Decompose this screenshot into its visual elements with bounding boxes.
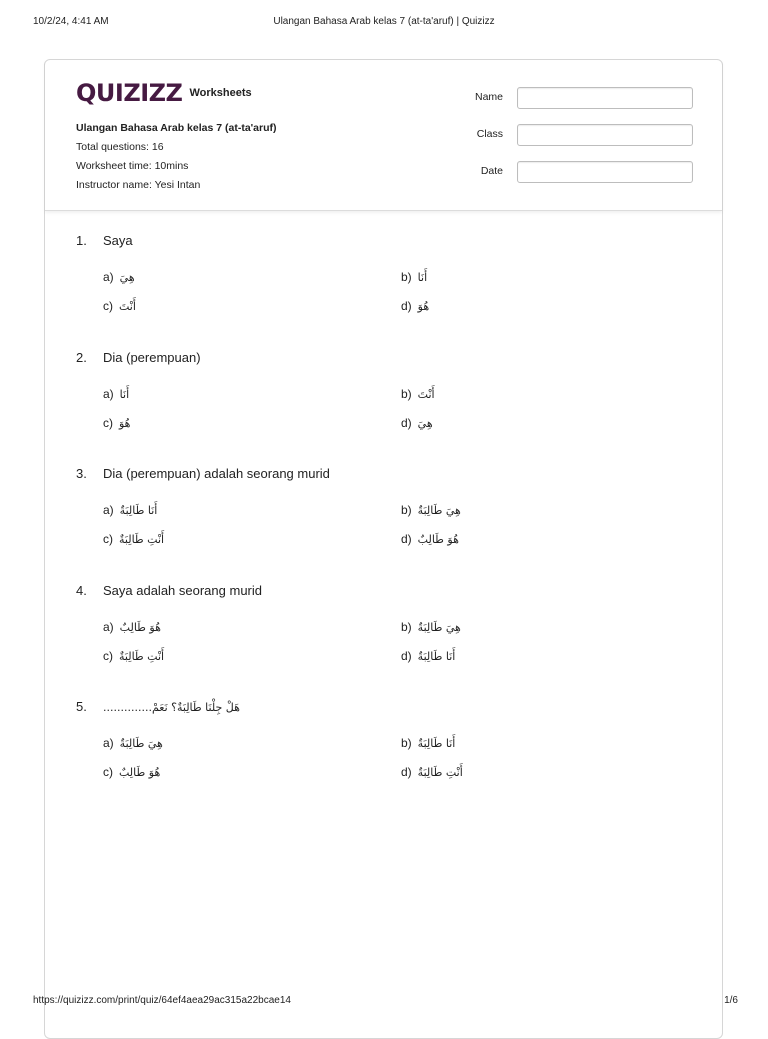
- option-a[interactable]: [103, 387, 129, 401]
- option-c[interactable]: [103, 299, 136, 313]
- question-item: [76, 583, 696, 700]
- question-text: [76, 699, 240, 714]
- option-letter: a): [103, 503, 114, 517]
- option-letter: b): [401, 503, 412, 517]
- total-questions: Total questions: 16: [76, 141, 164, 153]
- option-letter: b): [401, 736, 412, 750]
- question-label: Saya: [103, 233, 133, 248]
- option-letter: c): [103, 648, 113, 663]
- option-b[interactable]: [401, 503, 461, 517]
- option-b[interactable]: [401, 270, 427, 284]
- option-letter: b): [401, 619, 412, 634]
- question-item: [76, 699, 696, 816]
- option-text: هِيَ: [417, 416, 433, 430]
- question-text: [76, 466, 330, 481]
- question-text: [76, 233, 133, 248]
- worksheet-header: [45, 60, 722, 211]
- question-label: Saya adalah seorang murid: [103, 582, 262, 598]
- option-text: هُوَ: [119, 416, 131, 430]
- question-item: [76, 233, 696, 350]
- option-text: أَنْتَ: [417, 387, 435, 401]
- option-text: هُوَ طَالِبٌ: [417, 533, 459, 546]
- option-d[interactable]: [401, 299, 429, 313]
- option-letter: d): [401, 415, 412, 430]
- class-label: Class: [476, 128, 503, 140]
- question-number: 5.: [76, 699, 87, 714]
- option-letter: b): [401, 270, 412, 284]
- option-text: أَنْتَ: [119, 300, 136, 313]
- logo-wordmark: QUIZIZZ: [76, 79, 183, 107]
- option-a[interactable]: [103, 503, 157, 517]
- option-letter: a): [103, 270, 114, 284]
- option-d[interactable]: [401, 765, 463, 779]
- question-item: [76, 466, 696, 583]
- option-letter: c): [103, 532, 113, 546]
- option-letter: c): [103, 415, 113, 430]
- question-number: 3.: [76, 466, 87, 481]
- option-text: هِيَ طَالِبَةٌ: [417, 620, 461, 634]
- date-input[interactable]: [517, 161, 693, 183]
- option-letter: b): [401, 386, 412, 401]
- option-text: أَنَا طَالِبَةٌ: [417, 649, 456, 663]
- option-text: أَنَا طَالِبَةٌ: [417, 737, 456, 750]
- date-label: Date: [480, 165, 503, 177]
- question-label: هَلْ جِلْنَا طَالِبَةٌ؟ نَعَمْ..............: [103, 701, 240, 714]
- class-input[interactable]: [517, 124, 693, 146]
- print-header: [0, 16, 768, 30]
- option-d[interactable]: [401, 649, 455, 663]
- question-item: [76, 350, 696, 467]
- option-text: هِيَ طَالِبَةٌ: [417, 504, 461, 517]
- name-input[interactable]: [517, 87, 693, 109]
- name-field: [465, 87, 695, 109]
- option-text: هُوَ طَالِبٌ: [119, 766, 161, 779]
- worksheet-meta: [76, 119, 277, 195]
- option-letter: c): [103, 299, 113, 313]
- option-letter: d): [401, 299, 412, 313]
- question-number: 1.: [76, 233, 87, 248]
- option-a[interactable]: [103, 736, 163, 750]
- print-datetime: 10/2/24, 4:41 AM: [33, 16, 109, 27]
- print-title: Ulangan Bahasa Arab kelas 7 (at-ta'aruf) | Quizizz: [273, 16, 495, 27]
- option-letter: d): [401, 648, 412, 663]
- option-c[interactable]: [103, 416, 130, 430]
- option-letter: d): [401, 532, 412, 546]
- option-letter: c): [103, 765, 113, 779]
- question-label: Dia (perempuan): [103, 349, 201, 365]
- option-text: هِيَ طَالِبَةٌ: [119, 737, 163, 750]
- print-url[interactable]: https://quizizz.com/print/quiz/64ef4aea29ac315a22bcae14: [33, 995, 291, 1006]
- option-letter: a): [103, 736, 114, 750]
- option-text: أَنْتِ طَالِبَةٌ: [417, 766, 463, 779]
- date-field: [465, 161, 695, 183]
- option-letter: a): [103, 619, 114, 634]
- name-label: Name: [474, 91, 503, 103]
- quizizz-logo: [76, 79, 252, 107]
- option-text: أَنَا: [119, 387, 130, 401]
- question-label: Dia (perempuan) adalah seorang murid: [103, 466, 330, 481]
- class-field: [465, 124, 695, 146]
- question-list: [76, 233, 696, 816]
- logo-subtitle: Worksheets: [189, 87, 252, 99]
- option-b[interactable]: [401, 620, 461, 634]
- option-letter: a): [103, 386, 114, 401]
- option-d[interactable]: [401, 416, 433, 430]
- question-text: [76, 350, 201, 365]
- option-b[interactable]: [401, 736, 455, 750]
- option-text: أَنْتِ طَالِبَةٌ: [119, 649, 165, 663]
- option-text: هِيَ: [119, 271, 135, 284]
- option-text: أَنَا: [417, 271, 428, 284]
- option-b[interactable]: [401, 387, 435, 401]
- worksheet-time: Worksheet time: 10mins: [76, 160, 189, 172]
- option-a[interactable]: [103, 620, 161, 634]
- question-number: 2.: [76, 349, 87, 365]
- worksheet-title: Ulangan Bahasa Arab kelas 7 (at-ta'aruf): [76, 122, 277, 134]
- option-c[interactable]: [103, 649, 164, 663]
- instructor-name: Instructor name: Yesi Intan: [76, 179, 201, 191]
- page-number: 1/6: [724, 995, 738, 1006]
- option-d[interactable]: [401, 532, 459, 546]
- option-text: هُوَ طَالِبٌ: [119, 620, 161, 634]
- option-letter: d): [401, 765, 412, 779]
- option-text: أَنَا طَالِبَةٌ: [119, 504, 158, 517]
- option-a[interactable]: [103, 270, 135, 284]
- option-text: هُوَ: [417, 300, 430, 313]
- question-number: 4.: [76, 582, 87, 598]
- option-c[interactable]: [103, 532, 164, 546]
- option-c[interactable]: [103, 765, 160, 779]
- question-text: [76, 583, 262, 598]
- option-text: أَنْتِ طَالِبَةٌ: [119, 533, 165, 546]
